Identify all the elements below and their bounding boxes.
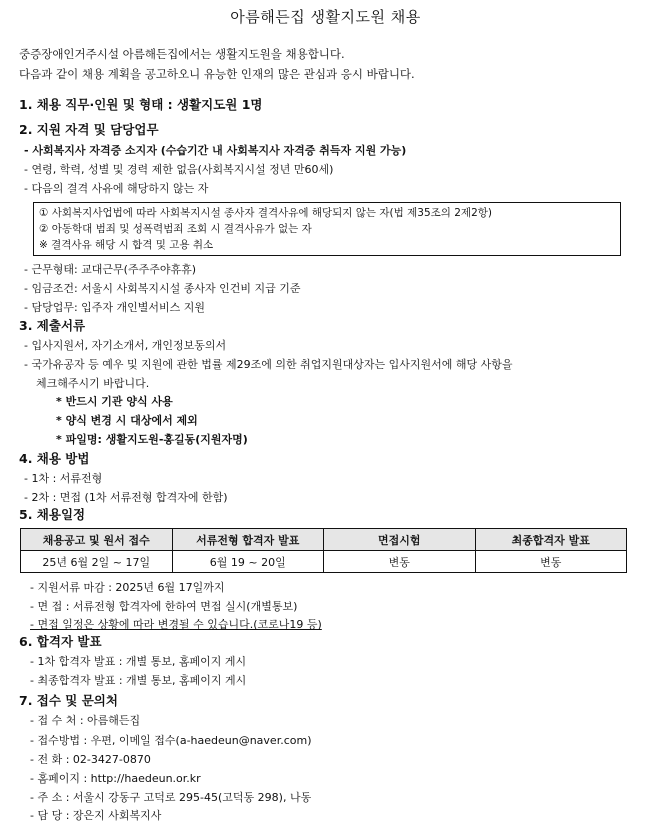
section-5-heading: 5. 채용일정 xyxy=(19,507,86,522)
schedule-cell: 변동 xyxy=(324,551,476,573)
schedule-table xyxy=(20,528,627,573)
schedule-cell: 25년 6월 2일 ~ 17일 xyxy=(21,551,173,573)
document-note: * 반드시 기관 양식 사용 xyxy=(56,395,173,408)
method-item: - 2차 : 면접 (1차 서류전형 합격자에 한함) xyxy=(24,491,228,504)
schedule-note-underlined: - 면접 일정은 상황에 따라 변경될 수 있습니다.(코로나19 등) xyxy=(30,618,322,631)
document-item: - 국가유공자 등 예우 및 지원에 관한 법률 제29조에 의한 취업지원대상자는 입사지원서에 해당 사항을 xyxy=(24,358,513,371)
work-condition-item: - 임금조건: 서울시 사회복지시설 종사자 인건비 지급 기준 xyxy=(24,282,301,295)
section-2-heading: 2. 지원 자격 및 담당업무 xyxy=(19,122,159,137)
section-4-heading: 4. 채용 방법 xyxy=(19,451,90,466)
result-item: - 1차 합격자 발표 : 개별 통보, 홈페이지 게시 xyxy=(30,655,247,668)
schedule-cell: 변동 xyxy=(475,551,627,573)
intro-line-2: 다음과 같이 채용 계획을 공고하오니 유능한 인재의 많은 관심과 응시 바랍니다. xyxy=(19,67,415,81)
contact-item: - 접수방법 : 우편, 이메일 접수(a-haedeun@naver.com) xyxy=(30,734,312,747)
schedule-header-cell: 면접시험 xyxy=(324,529,476,551)
qualification-item: - 연령, 학력, 성별 및 경력 제한 없음(사회복지시설 정년 만60세) xyxy=(24,163,334,176)
schedule-note: - 지원서류 마감 : 2025년 6월 17일까지 xyxy=(30,581,225,594)
contact-item: - 전 화 : 02-3427-0870 xyxy=(30,753,151,766)
contact-item: - 접 수 처 : 아름해든집 xyxy=(30,714,141,727)
work-condition-item: - 담당업무: 입주자 개인별서비스 지원 xyxy=(24,301,206,314)
document-title: 아름해든집 생활지도원 채용 xyxy=(230,8,421,26)
schedule-header-cell: 서류전형 합격자 발표 xyxy=(172,529,324,551)
schedule-cell: 6월 19 ~ 20일 xyxy=(172,551,324,573)
section-3-heading: 3. 제출서류 xyxy=(19,318,86,333)
section-1-heading: 1. 채용 직무·인원 및 형태 : 생활지도원 1명 xyxy=(19,97,263,112)
disqualification-box xyxy=(33,202,621,256)
document-item-continued: 체크해주시기 바랍니다. xyxy=(36,377,150,390)
schedule-header-cell: 최종합격자 발표 xyxy=(475,529,627,551)
section-7-heading: 7. 접수 및 문의처 xyxy=(19,693,118,708)
schedule-note: - 면 접 : 서류전형 합격자에 한하여 면접 실시(개별통보) xyxy=(30,600,298,613)
qualification-item: - 다음의 결격 사유에 해당하지 않는 자 xyxy=(24,182,209,195)
document-note: * 양식 변경 시 대상에서 제외 xyxy=(56,414,198,427)
schedule-header-cell: 채용공고 및 원서 접수 xyxy=(21,529,173,551)
work-condition-item: - 근무형태: 교대근무(주주주야휴휴) xyxy=(24,263,197,276)
disqualification-line: ② 아동학대 범죄 및 성폭력범죄 조회 시 결격사유가 없는 자 xyxy=(39,223,312,235)
contact-item: - 홈페이지 : http://haedeun.or.kr xyxy=(30,772,201,785)
contact-item: - 주 소 : 서울시 강동구 고덕로 295-45(고덕동 298), 나동 xyxy=(30,791,312,804)
document-note: * 파일명: 생활지도원-홍길동(지원자명) xyxy=(56,433,248,446)
intro-line-1: 중증장애인거주시설 아름해든집에서는 생활지도원을 채용합니다. xyxy=(19,47,345,61)
disqualification-line: ※ 결격사유 해당 시 합격 및 고용 취소 xyxy=(39,239,214,251)
section-6-heading: 6. 합격자 발표 xyxy=(19,634,102,649)
contact-item: - 담 당 : 장은지 사회복지사 xyxy=(30,809,162,822)
qualification-item: - 사회복지사 자격증 소지자 (수습기간 내 사회복지사 자격증 취득자 지원 가능) xyxy=(24,144,407,157)
result-item: - 최종합격자 발표 : 개별 통보, 홈페이지 게시 xyxy=(30,674,247,687)
method-item: - 1차 : 서류전형 xyxy=(24,472,103,485)
schedule-header-row xyxy=(21,529,627,551)
disqualification-line: ① 사회복지사업법에 따라 사회복지시설 종사자 결격사유에 해당되지 않는 자(법 제35조의 2제2항) xyxy=(39,207,492,219)
schedule-row xyxy=(21,551,627,573)
document-item: - 입사지원서, 자기소개서, 개인정보동의서 xyxy=(24,339,227,352)
